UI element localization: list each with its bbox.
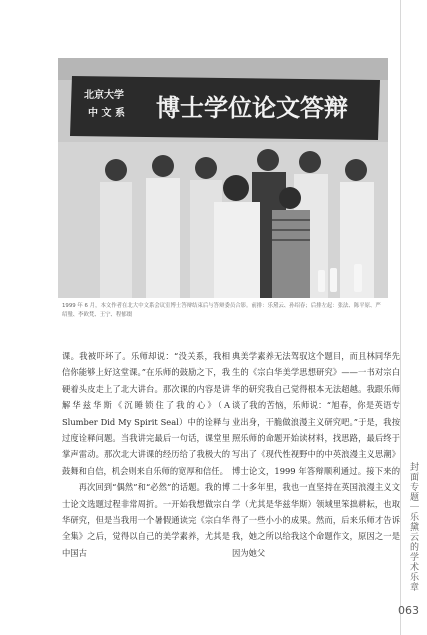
paragraph: 课。我被吓坏了。乐师却说：“没关系，我相信你能够上好这堂课。”在乐师的鼓励之下，我硬着头皮走上了北大讲台。那次课的内容是讲解华兹华斯《沉睡锁住了我的心》（A Slumber Did My Spirit Seal）中的诠释与过度诠释问题。当我讲完最后一句话，课堂里掌声雷动。那次北大讲课的经历给了我极大的鼓舞和自信，机会则来自乐师的宽厚和信任。 (62, 351, 230, 476)
right-text-column (232, 348, 400, 561)
page-number: 063 (398, 604, 419, 617)
banner-small-line1: 北京大学 (84, 90, 124, 101)
left-text-column (62, 348, 230, 561)
paragraph: 再次回到“偶然”和“必然”的话题。我的博士论文选题过程非常周折。一开始我想做宗白华研究，但是当我用一个暑假通读完《宗白华全集》之后，觉得以自己的美学素养，尤其是中国古 (62, 482, 230, 558)
photo-caption: 1999 年 6 月，本文作者在北大中文系会议室博士答辩结束后与答辩委员合影。前排：乐黛云、孙绍春；后排左起：张法、陈平原、严绍璗、李欧梵、王宁、程郁缀 (62, 303, 381, 318)
paragraph: 典美学素养无法驾驭这个题目，而且林同华先生的《宗白华美学思想研究》——一书对宗白华的研究我自己觉得根本无法超越。我跟乐师谈了我的苦恼，乐师说：“旭春，你是英语专业出身，干脆做浪漫主义研究吧。”于是，我按照乐师的命题开始读材料，找思路，最后终于写出了《现代性视野中的中英浪漫主义思潮》博士论文，1999 年答辩顺利通过。接下来的二十多年里，我也一直坚持在英国浪漫主义文学（尤其是华兹华斯）领域里笨拙耕耘，也取得了一些小小的成果。然而，后来乐师才告诉我，她之所以给我这个命题作文，原因之一是因为她父 (232, 351, 400, 558)
section-label: 封面专题｜乐黛云的学术乐章 (408, 462, 418, 592)
banner (70, 76, 380, 140)
banner-small-line2: 中 文 系 (88, 108, 125, 119)
banner-main-text: 博士学位论文答辩 (156, 93, 348, 122)
side-divider (400, 0, 401, 635)
group-photo (58, 58, 388, 298)
